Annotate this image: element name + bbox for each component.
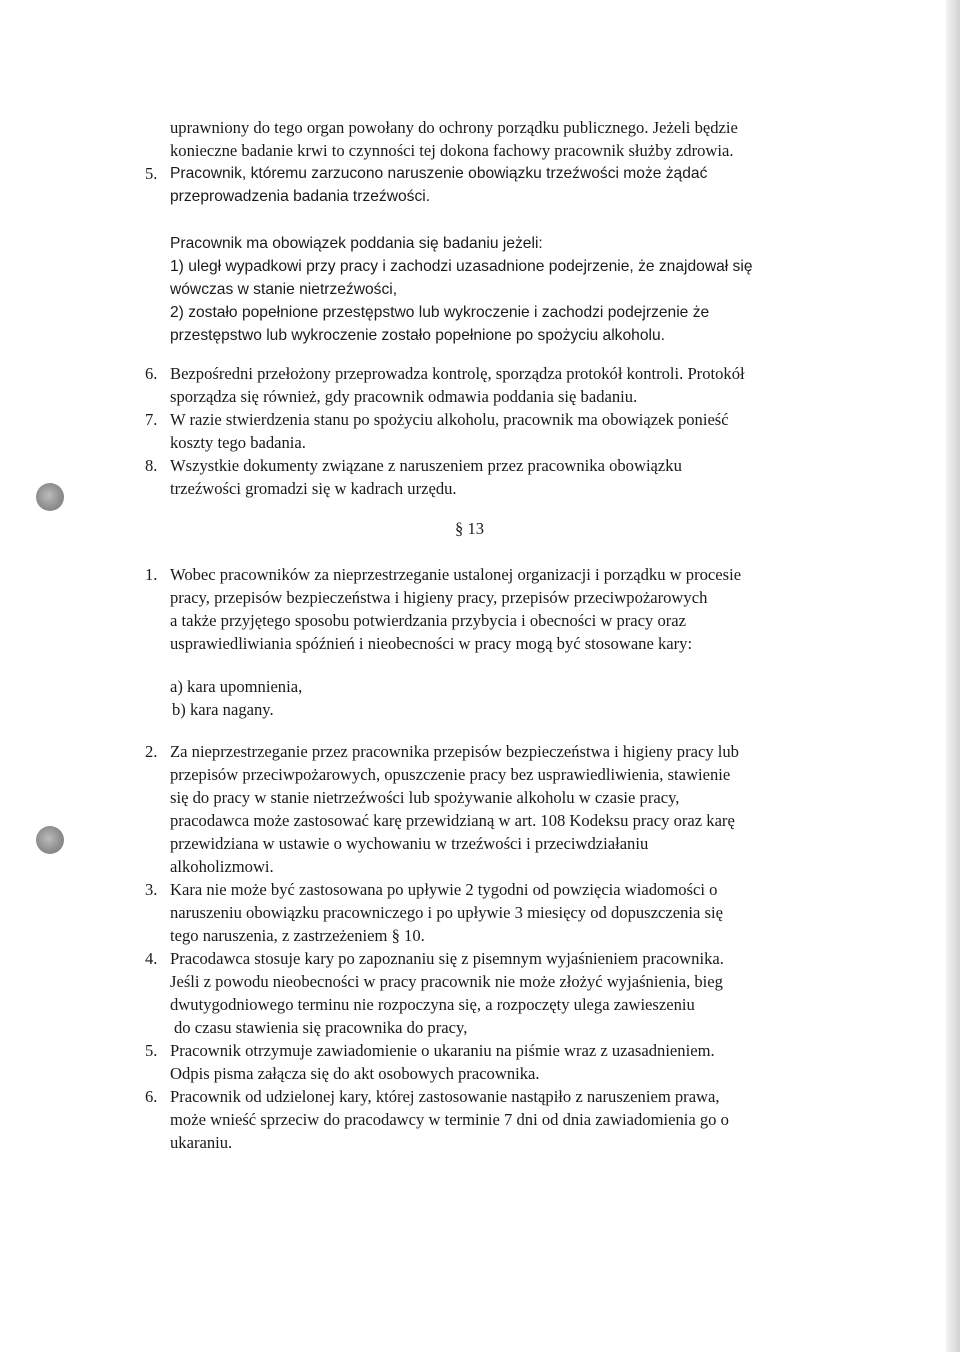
text-line: dwutygodniowego terminu nie rozpoczyna się, a rozpoczęty ulega zawieszeniu — [170, 995, 695, 1014]
text-line: się do pracy w stanie nietrzeźwości lub spożywanie alkoholu w czasie pracy, — [170, 788, 680, 807]
punch-hole-lower — [36, 826, 64, 854]
list-number: 3. — [145, 880, 158, 899]
text-line: Bezpośredni przełożony przeprowadza kontrolę, sporządza protokół kontroli. Protokół — [170, 364, 745, 383]
text-line: Pracownik otrzymuje zawiadomienie o ukaraniu na piśmie wraz z uzasadnieniem. — [170, 1041, 715, 1060]
list-number: 8. — [145, 456, 158, 475]
page-edge — [946, 0, 960, 1352]
list-number: 5. — [145, 164, 158, 183]
text-line: trzeźwości gromadzi się w kadrach urzędu. — [170, 479, 457, 498]
text-line: Odpis pisma załącza się do akt osobowych pracownika. — [170, 1064, 540, 1083]
text-line: przestępstwo lub wykroczenie zostało popełnione po spożyciu alkoholu. — [170, 327, 665, 344]
text-line: może wnieść sprzeciw do pracodawcy w terminie 7 dni od dnia zawiadomienia go o — [170, 1110, 729, 1129]
text-line: pracodawca może zastosować karę przewidzianą w art. 108 Kodeksu pracy oraz karę — [170, 811, 735, 830]
text-line: uprawniony do tego organ powołany do ochrony porządku publicznego. Jeżeli będzie — [170, 118, 738, 137]
text-line: pracy, przepisów bezpieczeństwa i higieny pracy, przepisów przeciwpożarowych — [170, 588, 708, 607]
section-heading: § 13 — [455, 519, 485, 538]
text-line: Pracownik ma obowiązek poddania się badaniu jeżeli: — [170, 235, 543, 252]
list-number: 2. — [145, 742, 158, 761]
list-number: 5. — [145, 1041, 158, 1060]
list-number: 6. — [145, 364, 158, 383]
text-line: Wobec pracowników za nieprzestrzeganie ustalonej organizacji i porządku w procesie — [170, 565, 742, 584]
text-line: usprawiedliwiania spóźnień i nieobecności w pracy mogą być stosowane kary: — [170, 634, 693, 653]
penalty-item: b) kara nagany. — [172, 700, 274, 719]
text-line: wówczas w stanie nietrzeźwości, — [170, 281, 398, 298]
text-line: Pracownik od udzielonej kary, której zastosowanie nastąpiło z naruszeniem prawa, — [170, 1087, 720, 1106]
text-line: Pracownik, któremu zarzucono naruszenie obowiązku trzeźwości może żądać — [170, 165, 708, 182]
penalty-item: a) kara upomnienia, — [170, 677, 303, 696]
text-line: naruszeniu obowiązku pracowniczego i po upływie 3 miesięcy od dopuszczenia się — [170, 903, 723, 922]
text-line: a także przyjętego sposobu potwierdzania przybycia i obecności w pracy oraz — [170, 611, 687, 630]
text-line: Kara nie może być zastosowana po upływie 2 tygodni od powzięcia wiadomości o — [170, 880, 718, 899]
list-number: 1. — [145, 565, 158, 584]
text-line: przeprowadzenia badania trzeźwości. — [170, 188, 431, 205]
text-line: ukaraniu. — [170, 1133, 233, 1152]
text-line: sporządza się również, gdy pracownik odmawia poddania się badaniu. — [170, 387, 638, 406]
list-number: 6. — [145, 1087, 158, 1106]
text-line: przewidziana w ustawie o wychowaniu w trzeźwości i przeciwdziałaniu — [170, 834, 649, 853]
text-line: konieczne badanie krwi to czynności tej dokona fachowy pracownik służby zdrowia. — [170, 141, 734, 160]
text-line: Za nieprzestrzeganie przez pracownika przepisów bezpieczeństwa i higieny pracy lub — [170, 742, 739, 761]
text-line: do czasu stawienia się pracownika do pracy, — [174, 1018, 468, 1037]
punch-hole-upper — [36, 483, 64, 511]
text-line: alkoholizmowi. — [170, 857, 274, 876]
text-line: 2) zostało popełnione przestępstwo lub wykroczenie i zachodzi podejrzenie że — [170, 304, 710, 321]
text-line: 1) uległ wypadkowi przy pracy i zachodzi uzasadnione podejrzenie, że znajdował się — [170, 258, 753, 275]
list-number: 4. — [145, 949, 158, 968]
text-line: Jeśli z powodu nieobecności w pracy pracownik nie może złożyć wyjaśnienia, bieg — [170, 972, 723, 991]
text-line: Pracodawca stosuje kary po zapoznaniu się z pisemnym wyjaśnieniem pracownika. — [170, 949, 724, 968]
text-line: Wszystkie dokumenty związane z naruszeniem przez pracownika obowiązku — [170, 456, 682, 475]
text-line: przepisów przeciwpożarowych, opuszczenie pracy bez usprawiedliwienia, stawienie — [170, 765, 731, 784]
text-line: tego naruszenia, z zastrzeżeniem § 10. — [170, 926, 425, 945]
text-line: W razie stwierdzenia stanu po spożyciu alkoholu, pracownik ma obowiązek ponieść — [170, 410, 729, 429]
list-number: 7. — [145, 410, 158, 429]
text-line: koszty tego badania. — [170, 433, 306, 452]
